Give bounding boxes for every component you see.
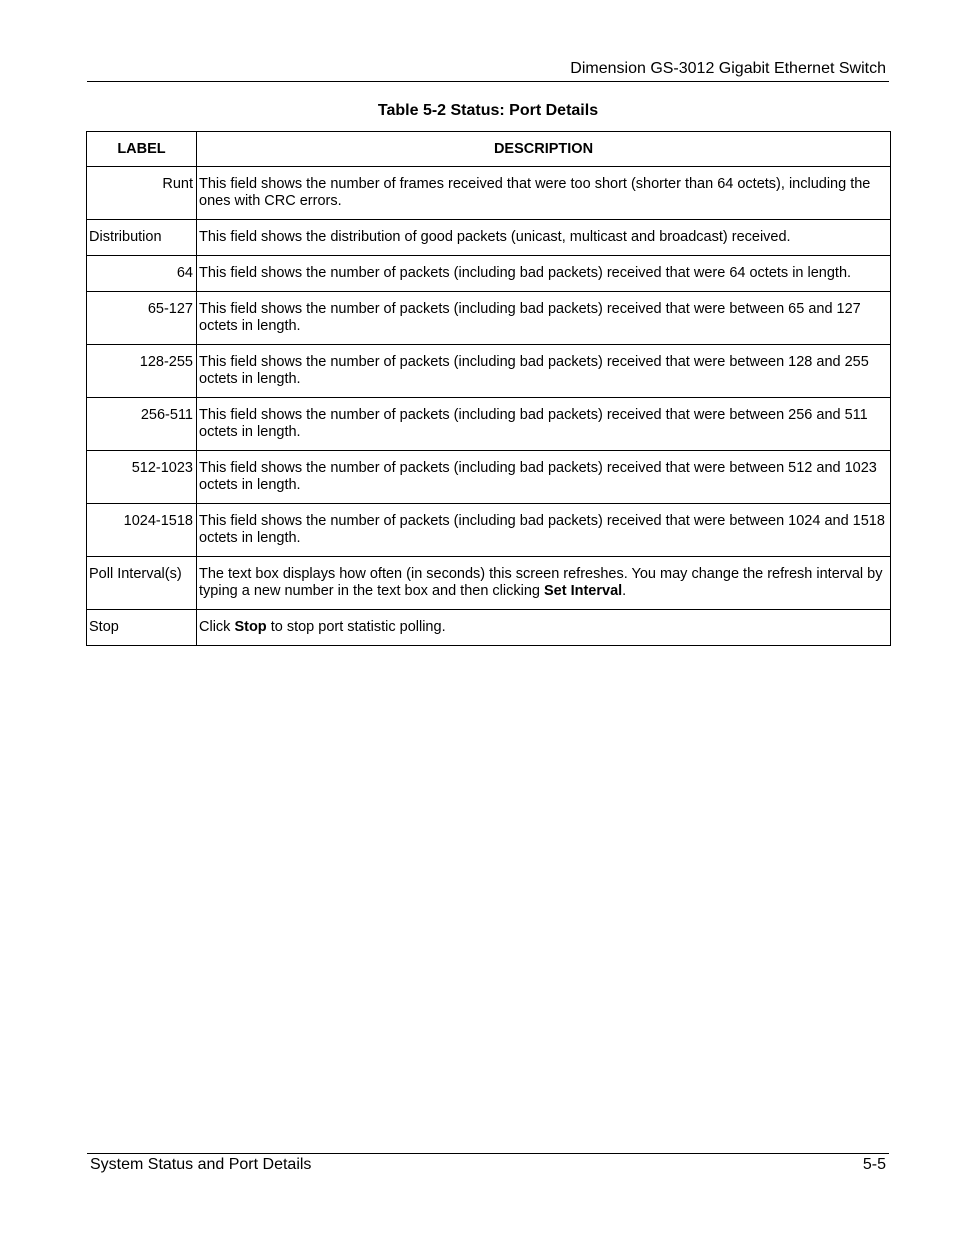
row-label: 1024-1518 — [87, 504, 197, 557]
table-header-row — [87, 132, 891, 167]
footer-section-title: System Status and Port Details — [90, 1156, 312, 1173]
table-row — [87, 220, 891, 256]
page-number: 5-5 — [862, 1156, 886, 1173]
row-label: 128-255 — [87, 345, 197, 398]
port-details-table — [86, 131, 891, 646]
row-description: This field shows the number of packets (including bad packets) received that were between 512 and 1023 octets in length. — [197, 451, 891, 504]
row-label: Runt — [87, 167, 197, 220]
row-label: 256-511 — [87, 398, 197, 451]
stop-term: Stop — [234, 619, 267, 635]
table-row — [87, 292, 891, 345]
column-header-label: LABEL — [87, 132, 197, 167]
set-interval-term: Set Interval — [543, 583, 623, 599]
table-row — [87, 557, 891, 610]
table-row — [87, 345, 891, 398]
row-label: Poll Interval(s) — [87, 557, 197, 610]
page-footer — [87, 1153, 889, 1175]
table-row — [87, 256, 891, 292]
table-row — [87, 398, 891, 451]
row-description: This field shows the number of packets (including bad packets) received that were between 256 and 511 octets in length. — [197, 398, 891, 451]
table-row — [87, 504, 891, 557]
table-row — [87, 451, 891, 504]
table-row — [87, 167, 891, 220]
row-label: 512-1023 — [87, 451, 197, 504]
row-label: Stop — [87, 610, 197, 646]
row-description: This field shows the number of frames received that were too short (shorter than 64 octets), including the ones with CRC errors. — [197, 167, 891, 220]
row-description: This field shows the distribution of good packets (unicast, multicast and broadcast) received. — [197, 220, 891, 256]
column-header-description: DESCRIPTION — [197, 132, 891, 167]
row-description — [197, 557, 891, 610]
row-description: This field shows the number of packets (including bad packets) received that were between 1024 and 1518 octets in length. — [197, 504, 891, 557]
row-description — [197, 610, 891, 646]
table-row — [87, 610, 891, 646]
row-label: 64 — [87, 256, 197, 292]
page-header — [87, 58, 889, 82]
row-label: 65-127 — [87, 292, 197, 345]
row-description: This field shows the number of packets (including bad packets) received that were between 128 and 255 octets in length. — [197, 345, 891, 398]
description-text: . — [622, 583, 627, 599]
description-text: Click — [199, 619, 235, 635]
table-caption: Table 5-2 Status: Port Details — [377, 102, 599, 119]
row-description: This field shows the number of packets (including bad packets) received that were between 65 and 127 octets in length. — [197, 292, 891, 345]
row-description: This field shows the number of packets (including bad packets) received that were 64 octets in length. — [197, 256, 891, 292]
description-text: to stop port statistic polling. — [266, 619, 446, 635]
description-text: The text box displays how often (in seconds) this screen refreshes. You may change the refresh interval by typing a new number in the text box and then clicking — [199, 566, 883, 599]
row-label: Distribution — [87, 220, 197, 256]
document-title: Dimension GS-3012 Gigabit Ethernet Switch — [570, 60, 886, 77]
